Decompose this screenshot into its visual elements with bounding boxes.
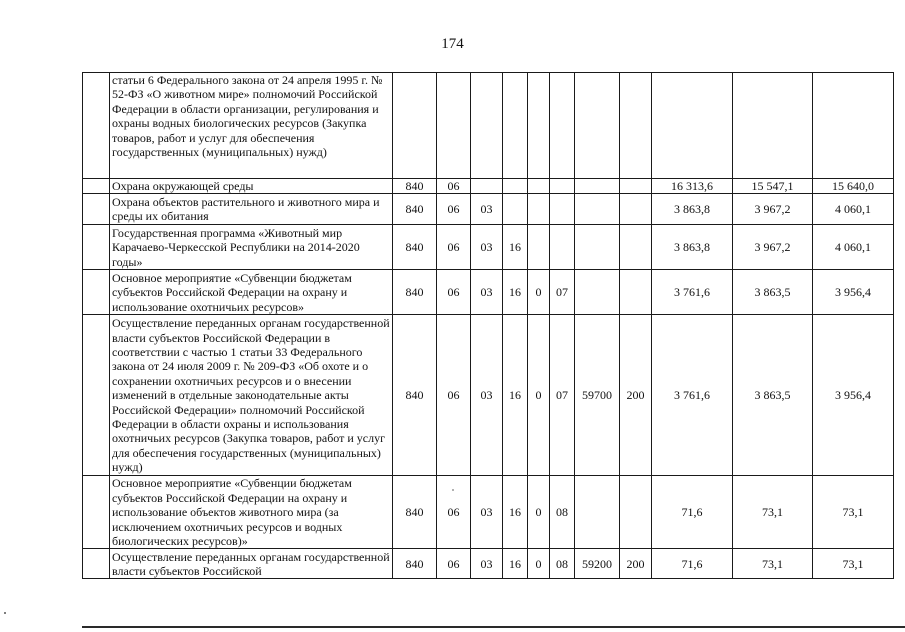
subsection-code: 03: [471, 476, 503, 549]
amount-year-3: 4 060,1: [813, 194, 894, 225]
amount-year-2: 3 967,2: [733, 194, 813, 225]
subsection-code: 03: [471, 270, 503, 315]
activity-code: [550, 179, 575, 194]
program-code: [503, 73, 528, 179]
amount-year-2: 3 967,2: [733, 225, 813, 270]
direction-code: [575, 73, 620, 179]
expense-type-code: [620, 270, 652, 315]
section-code: 06: [437, 476, 471, 549]
direction-code: 59700: [575, 315, 620, 476]
row-name: Охрана окружающей среды: [110, 179, 393, 194]
section-code: [437, 73, 471, 179]
amount-year-2: 3 863,5: [733, 270, 813, 315]
row-name: Охрана объектов растительного и животного мира и среды их обитания: [110, 194, 393, 225]
ved-code: 840: [393, 225, 437, 270]
subsection-code: [471, 73, 503, 179]
expense-type-code: [620, 476, 652, 549]
table-row: [83, 476, 894, 549]
program-code: [503, 179, 528, 194]
table-row: [83, 315, 894, 476]
expense-type-code: [620, 225, 652, 270]
table-row: [83, 549, 894, 579]
section-code: 06: [437, 225, 471, 270]
direction-code: [575, 476, 620, 549]
activity-code: 08: [550, 549, 575, 579]
program-code: 16: [503, 270, 528, 315]
section-code: 06: [437, 315, 471, 476]
amount-year-3: 3 956,4: [813, 315, 894, 476]
activity-code: 08: [550, 476, 575, 549]
expense-type-code: [620, 73, 652, 179]
amount-year-3: 4 060,1: [813, 225, 894, 270]
ved-code: [393, 73, 437, 179]
program-code: 16: [503, 225, 528, 270]
expense-type-code: 200: [620, 549, 652, 579]
subsection-code: 03: [471, 194, 503, 225]
expense-type-code: [620, 179, 652, 194]
amount-year-1: 71,6: [652, 476, 733, 549]
amount-year-1: 16 313,6: [652, 179, 733, 194]
amount-year-2: [733, 73, 813, 179]
subprogram-code: [528, 194, 550, 225]
ved-code: 840: [393, 549, 437, 579]
amount-year-3: 73,1: [813, 549, 894, 579]
amount-year-3: 73,1: [813, 476, 894, 549]
amount-year-1: 3 761,6: [652, 270, 733, 315]
scan-speck: [4, 612, 6, 614]
row-name: Государственная программа «Животный мир Карачаево-Черкесской Республики на 2014-2020 годы»: [110, 225, 393, 270]
amount-year-1: 3 863,8: [652, 225, 733, 270]
amount-year-2: 73,1: [733, 476, 813, 549]
amount-year-2: 73,1: [733, 549, 813, 579]
amount-year-1: 71,6: [652, 549, 733, 579]
subsection-code: 03: [471, 549, 503, 579]
subsection-code: 03: [471, 315, 503, 476]
row-marker-cell: [83, 315, 110, 476]
row-name: Осуществление переданных органам государственной власти субъектов Российской Федерации в соответствии с частью 1 статьи 33 Федерального закона от 24 июля 2009 г. № 209-ФЗ «Об охоте и о сохранении охотничьих ресурсов и о внесении изменений в отдельные законодательные акты Российской Федерации» полномочий Российской Федерации в области охраны и использования охотничьих ресурсов (Закупка товаров, работ и услуг для обеспечения государственных (муниципальных) нужд): [110, 315, 393, 476]
direction-code: 59200: [575, 549, 620, 579]
row-name: статьи 6 Федерального закона от 24 апреля 1995 г. № 52-ФЗ «О животном мире» полномочий Российской Федерации в области организации, регулирования и охраны водных биологических ресурсов (Закупка товаров, работ и услуг для обеспечения государственных (муниципальных) нужд): [110, 73, 393, 179]
activity-code: [550, 194, 575, 225]
direction-code: [575, 270, 620, 315]
budget-table: [82, 72, 894, 579]
page-bottom-rule: [82, 626, 905, 628]
direction-code: [575, 194, 620, 225]
activity-code: [550, 73, 575, 179]
subprogram-code: 0: [528, 315, 550, 476]
activity-code: [550, 225, 575, 270]
table-row: [83, 179, 894, 194]
row-marker-cell: [83, 73, 110, 179]
table-row: [83, 194, 894, 225]
direction-code: [575, 179, 620, 194]
amount-year-2: 3 863,5: [733, 315, 813, 476]
section-code: 06: [437, 270, 471, 315]
amount-year-1: [652, 73, 733, 179]
row-marker-cell: [83, 476, 110, 549]
row-marker-cell: [83, 549, 110, 579]
table-row: [83, 270, 894, 315]
subprogram-code: 0: [528, 270, 550, 315]
section-code: 06: [437, 179, 471, 194]
table-row: [83, 225, 894, 270]
row-marker-cell: [83, 194, 110, 225]
row-marker-cell: [83, 225, 110, 270]
row-marker-cell: [83, 179, 110, 194]
program-code: 16: [503, 549, 528, 579]
page-number: 174: [441, 36, 464, 52]
ved-code: 840: [393, 476, 437, 549]
row-name: Осуществление переданных органам государственной власти субъектов Российской: [110, 549, 393, 579]
direction-code: [575, 225, 620, 270]
subprogram-code: [528, 225, 550, 270]
subprogram-code: [528, 73, 550, 179]
subprogram-code: [528, 179, 550, 194]
subprogram-code: 0: [528, 476, 550, 549]
program-code: 16: [503, 476, 528, 549]
section-code: 06: [437, 549, 471, 579]
row-name: Основное мероприятие «Субвенции бюджетам субъектов Российской Федерации на охрану и использование объектов животного мира (за исключением охотничьих ресурсов и водных биологических ресурсов)»: [110, 476, 393, 549]
ved-code: 840: [393, 315, 437, 476]
amount-year-1: 3 761,6: [652, 315, 733, 476]
table-row: [83, 73, 894, 179]
subprogram-code: 0: [528, 549, 550, 579]
program-code: 16: [503, 315, 528, 476]
ved-code: 840: [393, 194, 437, 225]
expense-type-code: 200: [620, 315, 652, 476]
subsection-code: 03: [471, 225, 503, 270]
ved-code: 840: [393, 270, 437, 315]
amount-year-3: 3 956,4: [813, 270, 894, 315]
row-marker-cell: [83, 270, 110, 315]
program-code: [503, 194, 528, 225]
amount-year-3: [813, 73, 894, 179]
row-name: Основное мероприятие «Субвенции бюджетам субъектов Российской Федерации на охрану и использование охотничьих ресурсов»: [110, 270, 393, 315]
section-code: 06: [437, 194, 471, 225]
amount-year-1: 3 863,8: [652, 194, 733, 225]
expense-type-code: [620, 194, 652, 225]
activity-code: 07: [550, 270, 575, 315]
amount-year-2: 15 547,1: [733, 179, 813, 194]
subsection-code: [471, 179, 503, 194]
ved-code: 840: [393, 179, 437, 194]
activity-code: 07: [550, 315, 575, 476]
amount-year-3: 15 640,0: [813, 179, 894, 194]
scan-speck: [452, 489, 454, 491]
